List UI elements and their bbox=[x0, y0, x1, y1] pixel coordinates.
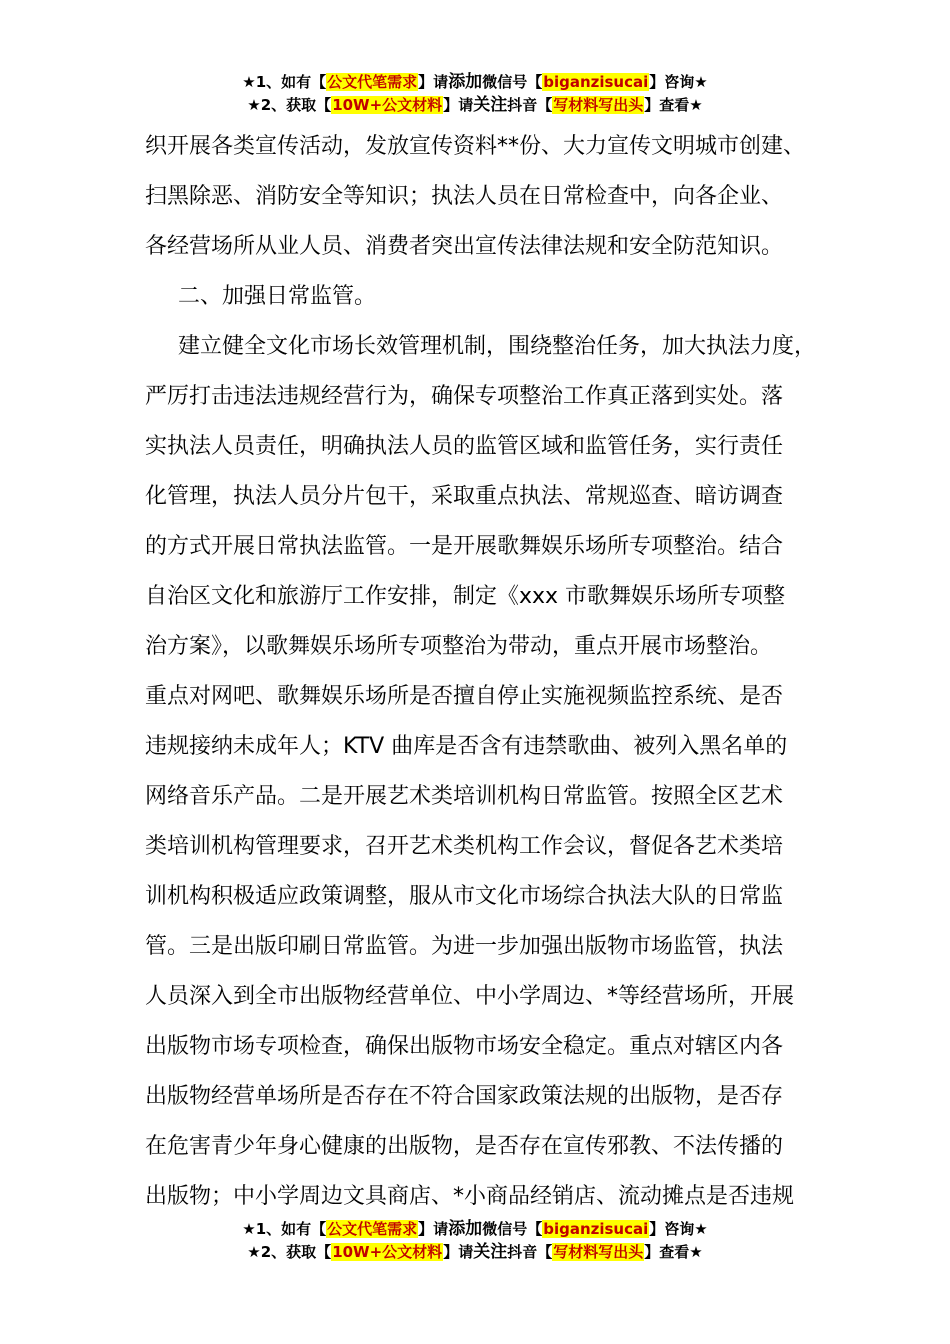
banner-emphasis: 添加 bbox=[448, 1219, 483, 1239]
banner-text: 】查看★ bbox=[644, 1243, 703, 1261]
banner-text: 】咨询★ bbox=[649, 73, 708, 91]
text-line: 训机构积极适应政策调整，服从市文化市场综合执法大队的日常监 bbox=[145, 884, 784, 909]
banner-line-2 bbox=[0, 1241, 950, 1264]
document-body bbox=[145, 122, 815, 1222]
banner-text: 微信号【 bbox=[482, 1220, 543, 1238]
banner-emphasis: 添加 bbox=[448, 72, 483, 92]
top-banner bbox=[0, 71, 950, 117]
banner-highlight-service: 公文代笔需求 bbox=[327, 1220, 418, 1238]
text-line: 严厉打击违法违规经营行为，确保专项整治工作真正落到实处。落 bbox=[145, 384, 784, 409]
text-line: 重点对网吧、歌舞娱乐场所是否擅自停止实施视频监控系统、是否 bbox=[145, 684, 784, 709]
paragraph-2 bbox=[145, 322, 815, 1222]
text-line: 的方式开展日常执法监管。一是开展歌舞娱乐场所专项整治。结合 bbox=[145, 534, 784, 559]
text-line: 违规接纳未成年人；KTV 曲库是否含有违禁歌曲、被列入黑名单的 bbox=[145, 734, 788, 759]
paragraph-1 bbox=[145, 122, 815, 272]
text-line: 出版物市场专项检查，确保出版物市场安全稳定。重点对辖区内各 bbox=[145, 1034, 784, 1059]
banner-highlight-materials: 10W+公文材料 bbox=[332, 96, 443, 114]
text-line: 人员深入到全市出版物经营单位、中小学周边、*等经营场所，开展 bbox=[145, 984, 795, 1009]
text-line: 出版物经营单场所是否存在不符合国家政策法规的出版物，是否存 bbox=[145, 1084, 784, 1109]
text-line: 治方案》，以歌舞娱乐场所专项整治为带动，重点开展市场整治。 bbox=[145, 634, 773, 659]
banner-highlight-materials: 10W+公文材料 bbox=[332, 1243, 443, 1261]
banner-text: 】请 bbox=[443, 96, 474, 114]
text-line: 在危害青少年身心健康的出版物，是否存在宣传邪教、不法传播的 bbox=[145, 1134, 784, 1159]
banner-highlight-wechat-id: biganzisucai bbox=[543, 1220, 649, 1238]
banner-text: ★2、获取【 bbox=[247, 96, 332, 114]
banner-highlight-douyin: 写材料写出头 bbox=[553, 96, 644, 114]
text-line: 各经营场所从业人员、消费者突出宣传法律法规和安全防范知识。 bbox=[145, 234, 784, 259]
banner-text: 】请 bbox=[418, 73, 449, 91]
banner-highlight-douyin: 写材料写出头 bbox=[553, 1243, 644, 1261]
banner-line-1 bbox=[0, 71, 950, 94]
text-line: 自治区文化和旅游厅工作安排，制定《xxx 市歌舞娱乐场所专项整 bbox=[145, 584, 786, 609]
banner-text: 】咨询★ bbox=[649, 1220, 708, 1238]
heading-text: 二、加强日常监管。 bbox=[178, 284, 377, 309]
text-line: 建立健全文化市场长效管理机制，围绕整治任务，加大执法力度， bbox=[178, 334, 817, 359]
banner-text: 】请 bbox=[443, 1243, 474, 1261]
text-line: 实执法人员责任，明确执法人员的监管区域和监管任务，实行责任 bbox=[145, 434, 784, 459]
text-line: 扫黑除恶、消防安全等知识；执法人员在日常检查中，向各企业、 bbox=[145, 184, 784, 209]
bottom-banner bbox=[0, 1218, 950, 1264]
text-line: 类培训机构管理要求，召开艺术类机构工作会议，督促各艺术类培 bbox=[145, 834, 784, 859]
banner-text: 抖音【 bbox=[507, 1243, 553, 1261]
text-line: 管。三是出版印刷日常监管。为进一步加强出版物市场监管，执法 bbox=[145, 934, 784, 959]
banner-text: 】查看★ bbox=[644, 96, 703, 114]
banner-text: 】请 bbox=[418, 1220, 449, 1238]
banner-text: ★1、如有【 bbox=[242, 73, 327, 91]
text-line: 织开展各类宣传活动，发放宣传资料**份、大力宣传文明城市创建、 bbox=[145, 134, 806, 159]
banner-emphasis: 关注 bbox=[473, 1242, 508, 1262]
text-line: 化管理，执法人员分片包干，采取重点执法、常规巡查、暗访调查 bbox=[145, 484, 784, 509]
banner-text: 抖音【 bbox=[507, 96, 553, 114]
banner-text: 微信号【 bbox=[482, 73, 543, 91]
banner-highlight-wechat-id: biganzisucai bbox=[543, 73, 649, 91]
banner-text: ★1、如有【 bbox=[242, 1220, 327, 1238]
banner-line-1 bbox=[0, 1218, 950, 1241]
banner-text: ★2、获取【 bbox=[247, 1243, 332, 1261]
banner-line-2 bbox=[0, 94, 950, 117]
text-line: 出版物；中小学周边文具商店、*小商品经销店、流动摊点是否违规 bbox=[145, 1184, 795, 1209]
banner-emphasis: 关注 bbox=[473, 95, 508, 115]
banner-highlight-service: 公文代笔需求 bbox=[327, 73, 418, 91]
section-heading-2 bbox=[145, 272, 815, 322]
text-line: 网络音乐产品。二是开展艺术类培训机构日常监管。按照全区艺术 bbox=[145, 784, 784, 809]
